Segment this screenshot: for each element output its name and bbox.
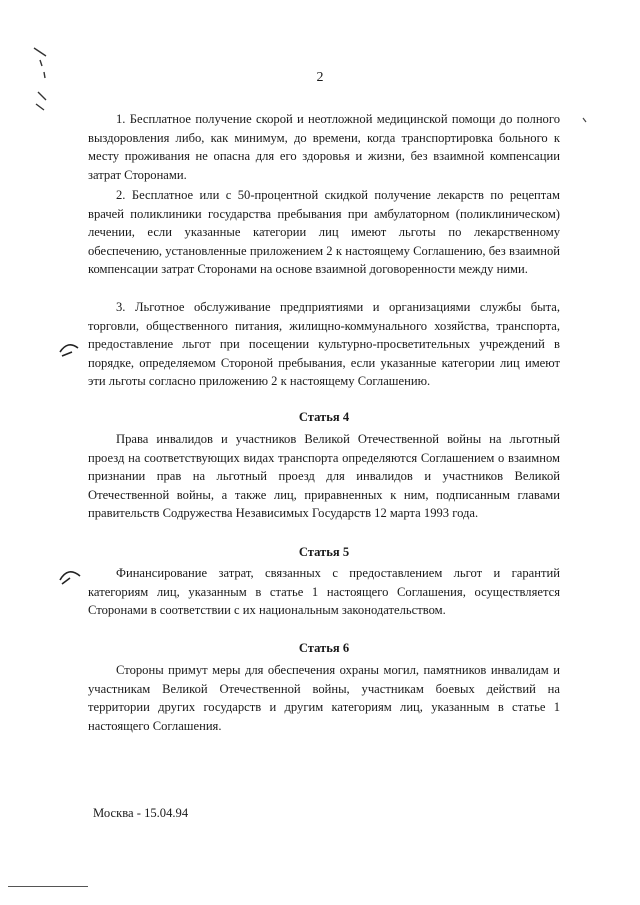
margin-scribble-lower: [60, 572, 80, 584]
footer-place-date: Москва - 15.04.94: [93, 806, 189, 820]
paragraph-2: 2. Бесплатное или с 50-процентной скидкой получение лекарств по рецептам врачей поликлиники государства пребывания при амбулаторном (поликлиническом) лечении, если указанные категории лиц имеют льготы по лекарственному обеспечению, установленные приложением 2 к настоящему Соглашению, без взаимной компенсации затрат Сторонами на основе взаимной договоренности между ними.: [88, 188, 560, 277]
article-4-text: Права инвалидов и участников Великой Отечественной войны на льготный проезд на соответствующих видах транспорта определяются Соглашением о взаимном признании прав на льготный проезд для инвалидов и участников Великой Отечественной войны, а также лиц, приравненных к ним, подписанным главами правительств Содружества Независимых Государств 12 марта 1993 года.: [88, 432, 560, 521]
article-5-heading: Статья 5: [298, 545, 350, 559]
margin-scribble-top: [34, 48, 46, 110]
article-4-heading: Статья 4: [298, 410, 350, 424]
bottom-scan-line: [8, 886, 88, 887]
paragraph-1: 1. Бесплатное получение скорой и неотложной медицинской помощи до полного выздоровления либо, как минимум, до времени, когда транспортировка больного к месту проживания не опасна для его здоровья и жизни, без взаимной компенсации затрат Сторонами.: [88, 112, 560, 182]
article-5-text: Финансирование затрат, связанных с предоставлением льгот и гарантий категориям лиц, указанным в статье 1 настоящего Соглашения, осуществляется Сторонами в соответствии с их национальным законодательством.: [88, 566, 560, 618]
margin-scribble-middle: [60, 345, 78, 356]
margin-dash-right: [583, 118, 586, 122]
paragraph-3: 3. Льготное обслуживание предприятиями и организациями службы быта, торговли, общественного питания, жилищно-коммунального хозяйства, транспорта, предоставление льгот при посещении культурно-просветительных учреждений в порядке, определяемом Стороной пребывания, если указанные категории лиц имеют эти льготы согласно приложению 2 к настоящему Соглашению.: [88, 300, 560, 389]
page-number: 2: [316, 70, 324, 85]
article-6-text: Стороны примут меры для обеспечения охраны могил, памятников инвалидам и участникам Великой Отечественной войны, участникам боевых действий на территории других государств и другим категориям лиц, указанным в статье 1 настоящего Соглашения.: [88, 663, 560, 733]
article-6-heading: Статья 6: [298, 641, 350, 655]
